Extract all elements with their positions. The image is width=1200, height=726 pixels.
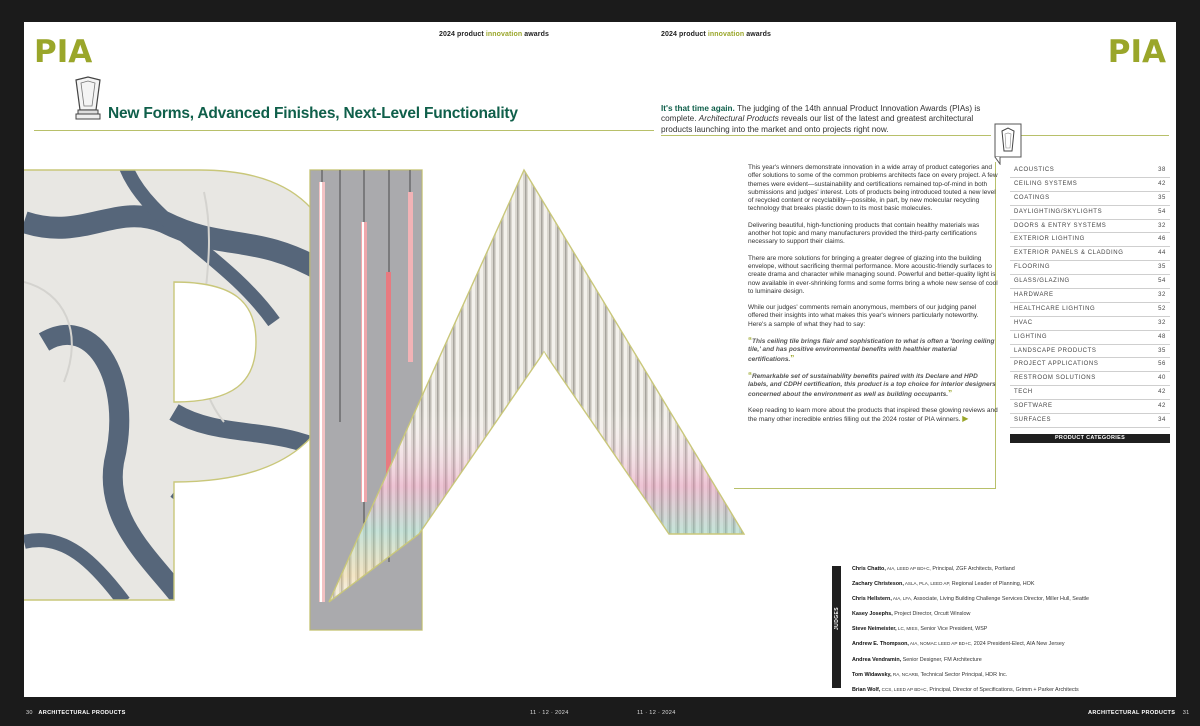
category-row (1010, 358, 1170, 372)
intro-text-1: The judging of the 14th annual Product Innovation Awards (PIAs) is complete. (661, 104, 981, 124)
running-suffix: awards (524, 31, 549, 38)
close-quote-mark: ” (948, 388, 953, 398)
magazine-spread (24, 22, 1176, 697)
category-name: CEILING SYSTEMS (1014, 180, 1078, 187)
product-categories-list (1010, 164, 1170, 428)
category-row (1010, 289, 1170, 303)
running-prefix: 2024 product (439, 31, 484, 38)
category-name: SURFACES (1014, 417, 1052, 424)
category-row (1010, 247, 1170, 261)
category-name: HEALTHCARE LIGHTING (1014, 305, 1096, 312)
category-name: FLOORING (1014, 264, 1051, 271)
judge-name: Tom Widawsky, (852, 671, 892, 678)
category-page: 32 (1158, 222, 1166, 229)
judge-role: Senior Designer, FM Architecture (901, 656, 982, 663)
category-row (1010, 386, 1170, 400)
body-paragraph: This year's winners demonstrate innovation in a wide array of product categories and offer solutions to some of the common problems architects face on every project. A few themes were evident—sustainability and certifications remained top-of-mind in both submissions and judges' interest. Lots of products being introduced touted a new level of recycled content or recyclability—possible, in part, by new molecular recycling technology that breaks plastic down to its most basic molecules. (748, 164, 998, 213)
judge-credentials: CCS, LEED AP BD+C, (880, 686, 928, 692)
category-row (1010, 261, 1170, 275)
judge-row (852, 682, 1172, 697)
headline-rule (34, 130, 654, 131)
running-suffix: awards (746, 31, 771, 38)
judge-row (852, 652, 1172, 667)
judge-row (852, 576, 1172, 591)
category-name: COATINGS (1014, 194, 1050, 201)
category-row (1010, 192, 1170, 206)
judge-row (852, 606, 1172, 621)
judge-credentials: LC, MIES, (896, 626, 919, 632)
publication-right: ARCHITECTURAL PRODUCTS (1088, 710, 1176, 716)
judge-row (852, 621, 1172, 636)
category-row (1010, 331, 1170, 345)
running-highlight: innovation (485, 31, 523, 38)
category-row (1010, 303, 1170, 317)
category-page: 48 (1158, 333, 1166, 340)
category-page: 42 (1158, 403, 1166, 410)
judge-role: Senior Vice President, WSP (918, 626, 988, 633)
category-name: EXTERIOR LIGHTING (1014, 236, 1085, 243)
close-quote-mark: ” (790, 353, 795, 363)
category-name: DOORS & ENTRY SYSTEMS (1014, 222, 1107, 229)
date-left: 11 · 12 · 2024 (530, 710, 569, 716)
judge-name: Chris Hellstern, (852, 596, 892, 603)
category-row (1010, 372, 1170, 386)
judge-name: Andrea Vendramin, (852, 656, 902, 663)
trophy-callout-icon (994, 123, 1022, 165)
category-name: ACOUSTICS (1014, 167, 1055, 173)
running-head-left (439, 31, 549, 38)
category-page: 54 (1158, 208, 1166, 215)
page-headline: New Forms, Advanced Finishes, Next-Level Functionality (108, 105, 518, 122)
judge-credentials: AIA, LEED AP BD+C, (885, 566, 931, 571)
category-row (1010, 233, 1170, 247)
pia-letterform-graphic (24, 162, 759, 682)
category-name: GLASS/GLAZING (1014, 278, 1070, 285)
publication-left: ARCHITECTURAL PRODUCTS (38, 710, 126, 716)
judge-role: Regional Leader of Planning, HOK (950, 581, 1035, 588)
category-row (1010, 178, 1170, 192)
category-page: 35 (1158, 347, 1166, 354)
judge-credentials: RA, NCARB, (891, 671, 920, 677)
category-page: 44 (1158, 250, 1166, 257)
category-page: 42 (1158, 180, 1166, 187)
category-row (1010, 220, 1170, 234)
judge-role: 2024 President-Elect, AIA New Jersey (972, 641, 1065, 648)
category-page: 46 (1158, 236, 1166, 243)
category-page: 52 (1158, 305, 1166, 312)
category-row (1010, 414, 1170, 428)
category-row (1010, 164, 1170, 178)
folio-left (26, 710, 126, 716)
judge-role: Project Director, Orcutt Winslow (892, 611, 971, 618)
judge-quote (748, 337, 998, 364)
intro-lead: It's that time again. (661, 104, 735, 113)
judge-quote (748, 372, 998, 399)
judge-name: Zachary Christeson, (852, 581, 904, 588)
intro-text-2: reveals our list of the latest and greatest architectural products launching into the market and onto projects right now. (661, 114, 974, 134)
category-row (1010, 317, 1170, 331)
body-paragraph: Delivering beautiful, high-functioning products that contain healthy materials was another hot topic and many manufacturers provided the third-party certifications necessary to support their claims. (748, 221, 980, 246)
category-page: 54 (1158, 278, 1166, 285)
category-page: 34 (1158, 417, 1166, 424)
body-paragraph: There are more solutions for bringing a greater degree of glazing into the building envelope, without sacrificing thermal performance. More acoustic-friendly surfaces to create drama and character while managing sound. Powerful and better-quality light is now available in ever-shrinking forms and some forms bring a whole new sense of cool to luminaire design. (748, 254, 998, 295)
category-page: 56 (1158, 361, 1166, 368)
category-name: LANDSCAPE PRODUCTS (1014, 347, 1097, 354)
quote-text: This ceiling tile brings flair and sophistication to what is often a 'boring ceiling tile,' and has positive environmental benefits with healthier material certifications. (748, 338, 995, 363)
running-prefix: 2024 product (661, 31, 706, 38)
category-row (1010, 400, 1170, 414)
running-highlight: innovation (707, 31, 745, 38)
closing-text: Keep reading to learn more about the products that inspired these glowing reviews and the many other incredible entries filling out the 2024 roster of PIA winners. (748, 406, 998, 424)
date-right: 11 · 12 · 2024 (637, 710, 676, 716)
trophy-icon (72, 76, 104, 122)
judges-label: JUDGES (834, 607, 840, 630)
category-row (1010, 275, 1170, 289)
judge-credentials: AIA, LFA, (891, 596, 913, 602)
running-head-right (661, 31, 771, 38)
folio-right (1088, 710, 1190, 716)
intro-rule-right (1019, 135, 1169, 136)
page-number-right: 31 (1182, 710, 1190, 716)
category-page: 32 (1158, 319, 1166, 326)
judge-name: Chris Chatto, (852, 566, 886, 572)
judge-credentials: AIA, NOMAC LEED AP BD+C, (908, 641, 973, 647)
end-arrow-icon: ▶ (962, 414, 969, 424)
judge-role: Principal, Director of Specifications, Grimm + Parker Architects (927, 686, 1079, 693)
judge-role: Associate, Living Building Challenge Services Director, Miller Hull, Seattle (912, 596, 1090, 603)
body-text (748, 164, 998, 432)
category-page: 35 (1158, 194, 1166, 201)
judge-name: Kasey Josephs, (852, 611, 893, 618)
intro-paragraph (661, 104, 989, 135)
judge-row (852, 591, 1172, 606)
intro-rule (661, 135, 991, 136)
judge-row (852, 636, 1172, 651)
category-name: HARDWARE (1014, 292, 1054, 299)
product-categories-label: PRODUCT CATEGORIES (1010, 434, 1170, 443)
pia-logo-left: PIA (34, 34, 93, 70)
category-name: TECH (1014, 389, 1033, 396)
category-row (1010, 345, 1170, 359)
category-page: 38 (1158, 167, 1166, 173)
category-page: 32 (1158, 292, 1166, 299)
category-name: EXTERIOR PANELS & CLADDING (1014, 250, 1124, 257)
body-paragraph (748, 407, 998, 425)
category-page: 35 (1158, 264, 1166, 271)
category-name: HVAC (1014, 319, 1033, 326)
category-name: DAYLIGHTING/SKYLIGHTS (1014, 208, 1103, 215)
open-quote-mark: “ (748, 336, 752, 346)
judge-name: Andrew E. Thompson, (852, 641, 909, 648)
judge-row (852, 561, 1172, 576)
category-page: 40 (1158, 375, 1166, 382)
judge-name: Steve Neimeister, (852, 626, 897, 633)
body-paragraph: While our judges' comments remain anonymous, members of our judging panel offered their insights into what makes this year's winners particularly noteworthy. Here's a sample of what they had to say: (748, 304, 979, 328)
open-quote-mark: “ (748, 370, 752, 380)
judge-role: Technical Sector Principal, HDR Inc. (919, 671, 1008, 678)
category-name: SOFTWARE (1014, 403, 1053, 410)
judge-credentials: ASLA, PLA, LEED AP, (903, 581, 951, 587)
intro-publication: Architectural Products (698, 114, 779, 124)
page-number-left: 30 (26, 710, 33, 716)
category-row (1010, 206, 1170, 220)
category-name: PROJECT APPLICATIONS (1014, 361, 1099, 368)
judge-role: Principal, ZGF Architects, Portland (930, 566, 1015, 572)
category-name: RESTROOM SOLUTIONS (1014, 375, 1096, 382)
judges-list (852, 561, 1172, 697)
pia-logo-right: PIA (1107, 34, 1166, 70)
category-name: LIGHTING (1014, 333, 1048, 340)
judge-name: Brian Wolf, (852, 686, 881, 693)
category-page: 42 (1158, 389, 1166, 396)
quote-text: Remarkable set of sustainability benefits paired with its Declare and HPD labels, and CDPH certification, this product is a top choice for interior designers concerned about the environment as well as building occupants. (748, 372, 996, 398)
judge-row (852, 667, 1172, 682)
